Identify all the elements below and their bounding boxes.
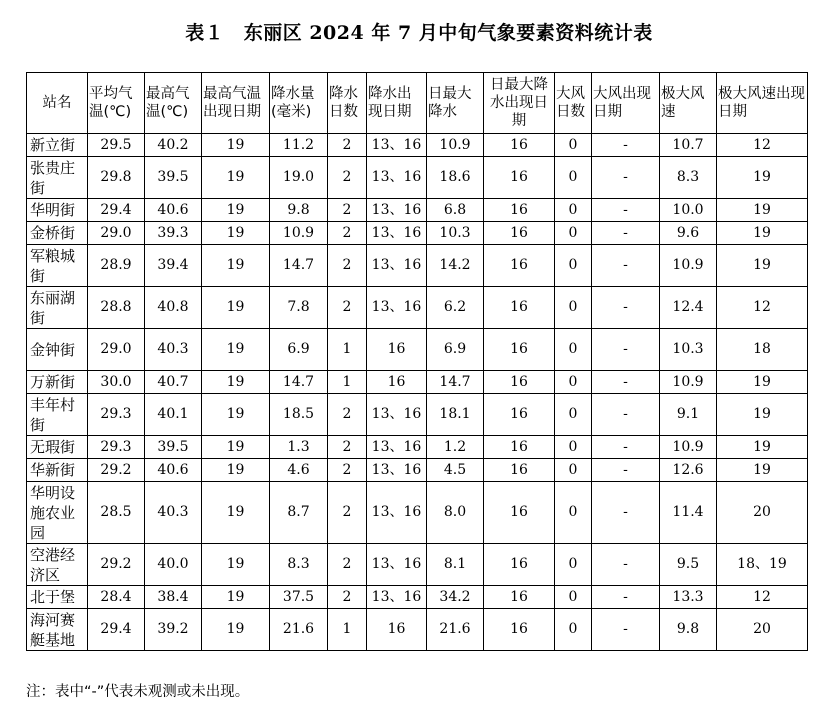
table-cell: 7.8 xyxy=(270,287,328,329)
station-name-cell: 华新街 xyxy=(27,459,88,482)
table-cell: - xyxy=(592,157,660,199)
table-cell: 0 xyxy=(555,222,592,245)
header-cell: 大风出现日期 xyxy=(592,73,660,134)
table-cell: 39.3 xyxy=(145,222,202,245)
table-cell: 28.9 xyxy=(88,245,145,287)
header-cell: 极大风速出现日期 xyxy=(717,73,808,134)
table-row xyxy=(27,287,808,329)
table-cell: 10.3 xyxy=(427,222,484,245)
table-cell: - xyxy=(592,222,660,245)
table-cell: 39.5 xyxy=(145,436,202,459)
table-cell: 19 xyxy=(717,245,808,287)
table-cell: 10.0 xyxy=(660,199,717,222)
table-row xyxy=(27,482,808,544)
table-cell: 13、16 xyxy=(367,544,427,586)
table-cell: 29.2 xyxy=(88,544,145,586)
table-cell: 10.9 xyxy=(427,134,484,157)
station-name-cell: 华明街 xyxy=(27,199,88,222)
header-cell: 日最大降水 xyxy=(427,73,484,134)
table-cell: 19 xyxy=(202,134,270,157)
table-cell: 19 xyxy=(717,222,808,245)
table-cell: 20 xyxy=(717,609,808,651)
table-cell: 39.5 xyxy=(145,157,202,199)
table-cell: 19 xyxy=(202,586,270,609)
table-cell: 18、19 xyxy=(717,544,808,586)
table-cell: 11.4 xyxy=(660,482,717,544)
table-cell: 28.8 xyxy=(88,287,145,329)
table-cell: 19 xyxy=(202,245,270,287)
table-cell: 19 xyxy=(717,157,808,199)
table-cell: - xyxy=(592,134,660,157)
table-cell: 9.8 xyxy=(660,609,717,651)
table-cell: - xyxy=(592,199,660,222)
table-cell: 8.0 xyxy=(427,482,484,544)
table-cell: 0 xyxy=(555,544,592,586)
table-cell: 4.6 xyxy=(270,459,328,482)
table-cell: 40.7 xyxy=(145,371,202,394)
table-cell: 29.0 xyxy=(88,329,145,371)
table-row xyxy=(27,157,808,199)
table-cell: 0 xyxy=(555,371,592,394)
table-cell: 2 xyxy=(328,287,367,329)
table-cell: 19 xyxy=(202,459,270,482)
table-cell: 6.8 xyxy=(427,199,484,222)
table-cell: - xyxy=(592,329,660,371)
table-cell: 8.3 xyxy=(270,544,328,586)
table-cell: 40.3 xyxy=(145,329,202,371)
table-cell: 12 xyxy=(717,586,808,609)
table-cell: 2 xyxy=(328,157,367,199)
table-cell: 19 xyxy=(202,544,270,586)
table-cell: 19 xyxy=(202,436,270,459)
table-cell: 16 xyxy=(484,609,555,651)
table-cell: 0 xyxy=(555,157,592,199)
station-name-cell: 新立街 xyxy=(27,134,88,157)
table-cell: 21.6 xyxy=(270,609,328,651)
table-body xyxy=(27,134,808,651)
table-cell: 1 xyxy=(328,609,367,651)
table-cell: 1 xyxy=(328,371,367,394)
table-cell: - xyxy=(592,245,660,287)
table-cell: 14.7 xyxy=(270,371,328,394)
table-cell: 19 xyxy=(202,329,270,371)
table-cell: 13、16 xyxy=(367,245,427,287)
table-cell: 13.3 xyxy=(660,586,717,609)
table-cell: 38.4 xyxy=(145,586,202,609)
table-cell: 0 xyxy=(555,459,592,482)
header-cell: 站名 xyxy=(27,73,88,134)
table-row xyxy=(27,245,808,287)
table-cell: 2 xyxy=(328,482,367,544)
table-row xyxy=(27,609,808,651)
table-title: 表１ 东丽区 2024 年 7 月中旬气象要素资料统计表 xyxy=(185,22,653,44)
table-cell: 29.0 xyxy=(88,222,145,245)
table-cell: 0 xyxy=(555,134,592,157)
station-name-cell: 军粮城街 xyxy=(27,245,88,287)
header-cell: 日最大降水出现日期 xyxy=(484,73,555,134)
table-row xyxy=(27,199,808,222)
header-cell: 降水量(毫米) xyxy=(270,73,328,134)
table-cell: 6.9 xyxy=(427,329,484,371)
table-cell: 18 xyxy=(717,329,808,371)
table-cell: 8.7 xyxy=(270,482,328,544)
table-cell: 16 xyxy=(484,586,555,609)
table-cell: 12 xyxy=(717,134,808,157)
table-cell: - xyxy=(592,436,660,459)
table-cell: 2 xyxy=(328,459,367,482)
header-row xyxy=(27,73,808,134)
table-cell: 40.0 xyxy=(145,544,202,586)
table-cell: 16 xyxy=(367,609,427,651)
table-cell: 6.9 xyxy=(270,329,328,371)
table-cell: 9.5 xyxy=(660,544,717,586)
table-cell: - xyxy=(592,394,660,436)
table-cell: 19 xyxy=(202,482,270,544)
table-row xyxy=(27,544,808,586)
table-cell: 0 xyxy=(555,586,592,609)
header-cell: 降水出现日期 xyxy=(367,73,427,134)
table-cell: 13、16 xyxy=(367,222,427,245)
table-cell: 16 xyxy=(484,329,555,371)
table-cell: 12 xyxy=(717,287,808,329)
table-row xyxy=(27,329,808,371)
table-cell: 16 xyxy=(484,436,555,459)
table-cell: - xyxy=(592,482,660,544)
table-cell: 0 xyxy=(555,482,592,544)
table-row xyxy=(27,222,808,245)
table-cell: 0 xyxy=(555,199,592,222)
table-cell: 40.2 xyxy=(145,134,202,157)
table-cell: 40.6 xyxy=(145,459,202,482)
table-cell: 16 xyxy=(484,199,555,222)
table-cell: 16 xyxy=(484,287,555,329)
table-cell: 13、16 xyxy=(367,586,427,609)
table-cell: 13、16 xyxy=(367,394,427,436)
table-cell: 29.8 xyxy=(88,157,145,199)
table-cell: 1 xyxy=(328,329,367,371)
table-cell: 8.1 xyxy=(427,544,484,586)
table-cell: 13、16 xyxy=(367,459,427,482)
table-cell: 6.2 xyxy=(427,287,484,329)
table-cell: 21.6 xyxy=(427,609,484,651)
table-cell: 2 xyxy=(328,436,367,459)
table-cell: 16 xyxy=(484,544,555,586)
table-cell: 14.7 xyxy=(427,371,484,394)
table-cell: 29.4 xyxy=(88,199,145,222)
table-cell: 29.5 xyxy=(88,134,145,157)
table-cell: 19 xyxy=(202,287,270,329)
table-cell: 29.4 xyxy=(88,609,145,651)
table-note: 注：表中“-”代表未观测或未出现。 xyxy=(26,684,250,700)
table-row xyxy=(27,394,808,436)
table-cell: 0 xyxy=(555,394,592,436)
header-cell: 降水日数 xyxy=(328,73,367,134)
table-cell: 10.7 xyxy=(660,134,717,157)
table-cell: 29.2 xyxy=(88,459,145,482)
table-cell: 20 xyxy=(717,482,808,544)
header-cell: 平均气温(℃) xyxy=(88,73,145,134)
table-cell: 16 xyxy=(484,134,555,157)
table-cell: 29.3 xyxy=(88,436,145,459)
table-cell: 1.2 xyxy=(427,436,484,459)
table-cell: 10.9 xyxy=(660,436,717,459)
table-cell: 40.8 xyxy=(145,287,202,329)
table-cell: 10.3 xyxy=(660,329,717,371)
table-cell: 9.6 xyxy=(660,222,717,245)
station-name-cell: 华明设施农业园 xyxy=(27,482,88,544)
table-cell: 19 xyxy=(717,371,808,394)
table-cell: 16 xyxy=(484,245,555,287)
table-cell: - xyxy=(592,544,660,586)
table-cell: 0 xyxy=(555,287,592,329)
table-cell: 29.3 xyxy=(88,394,145,436)
table-cell: 0 xyxy=(555,245,592,287)
table-cell: 4.5 xyxy=(427,459,484,482)
table-cell: 34.2 xyxy=(427,586,484,609)
station-name-cell: 万新街 xyxy=(27,371,88,394)
table-cell: 18.6 xyxy=(427,157,484,199)
table-cell: 13、16 xyxy=(367,199,427,222)
table-cell: 12.6 xyxy=(660,459,717,482)
header-cell: 最高气温出现日期 xyxy=(202,73,270,134)
header-cell: 大风日数 xyxy=(555,73,592,134)
table-cell: 13、16 xyxy=(367,482,427,544)
table-cell: 19 xyxy=(202,394,270,436)
table-cell: 10.9 xyxy=(270,222,328,245)
table-cell: 14.2 xyxy=(427,245,484,287)
station-name-cell: 空港经济区 xyxy=(27,544,88,586)
table-cell: 13、16 xyxy=(367,134,427,157)
table-cell: 1.3 xyxy=(270,436,328,459)
table-cell: 16 xyxy=(484,371,555,394)
table-cell: 19 xyxy=(717,199,808,222)
table-cell: 10.9 xyxy=(660,245,717,287)
station-name-cell: 海河赛艇基地 xyxy=(27,609,88,651)
table-cell: 30.0 xyxy=(88,371,145,394)
table-cell: 19 xyxy=(202,199,270,222)
table-cell: 8.3 xyxy=(660,157,717,199)
station-name-cell: 无瑕街 xyxy=(27,436,88,459)
table-cell: 2 xyxy=(328,394,367,436)
table-cell: 16 xyxy=(484,222,555,245)
station-name-cell: 金钟街 xyxy=(27,329,88,371)
table-cell: 40.6 xyxy=(145,199,202,222)
table-row xyxy=(27,134,808,157)
table-cell: 39.4 xyxy=(145,245,202,287)
station-name-cell: 东丽湖街 xyxy=(27,287,88,329)
table-cell: 19 xyxy=(717,436,808,459)
table-row xyxy=(27,586,808,609)
table-row xyxy=(27,436,808,459)
table-row xyxy=(27,371,808,394)
table-row xyxy=(27,459,808,482)
table-cell: 13、16 xyxy=(367,157,427,199)
table-cell: 19 xyxy=(202,157,270,199)
table-cell: 28.4 xyxy=(88,586,145,609)
table-cell: 18.5 xyxy=(270,394,328,436)
table-cell: 2 xyxy=(328,199,367,222)
table-cell: 19.0 xyxy=(270,157,328,199)
station-name-cell: 丰年村街 xyxy=(27,394,88,436)
table-cell: 40.3 xyxy=(145,482,202,544)
table-cell: 0 xyxy=(555,329,592,371)
table-cell: 16 xyxy=(484,394,555,436)
table-cell: 19 xyxy=(717,459,808,482)
table-cell: 11.2 xyxy=(270,134,328,157)
station-name-cell: 金桥街 xyxy=(27,222,88,245)
station-name-cell: 北于堡 xyxy=(27,586,88,609)
table-cell: 16 xyxy=(484,157,555,199)
table-cell: 2 xyxy=(328,134,367,157)
table-cell: 10.9 xyxy=(660,371,717,394)
table-cell: 39.2 xyxy=(145,609,202,651)
table-cell: 16 xyxy=(484,482,555,544)
table-cell: - xyxy=(592,609,660,651)
table-cell: 2 xyxy=(328,544,367,586)
table-cell: 2 xyxy=(328,245,367,287)
table-cell: 0 xyxy=(555,436,592,459)
table-cell: 14.7 xyxy=(270,245,328,287)
table-cell: 19 xyxy=(717,394,808,436)
table-cell: 28.5 xyxy=(88,482,145,544)
table-cell: 9.1 xyxy=(660,394,717,436)
table-cell: 37.5 xyxy=(270,586,328,609)
table-cell: 0 xyxy=(555,609,592,651)
table-cell: 16 xyxy=(367,329,427,371)
table-cell: 2 xyxy=(328,222,367,245)
table-cell: 40.1 xyxy=(145,394,202,436)
table-cell: - xyxy=(592,459,660,482)
table-cell: 13、16 xyxy=(367,287,427,329)
weather-statistics-table xyxy=(26,72,808,651)
table-cell: - xyxy=(592,371,660,394)
table-cell: 12.4 xyxy=(660,287,717,329)
table-cell: 18.1 xyxy=(427,394,484,436)
table-cell: 19 xyxy=(202,609,270,651)
table-cell: - xyxy=(592,287,660,329)
table-cell: 16 xyxy=(484,459,555,482)
header-cell: 最高气温(℃) xyxy=(145,73,202,134)
header-cell: 极大风速 xyxy=(660,73,717,134)
table-cell: 19 xyxy=(202,222,270,245)
table-cell: 13、16 xyxy=(367,436,427,459)
station-name-cell: 张贵庄街 xyxy=(27,157,88,199)
table-cell: 16 xyxy=(367,371,427,394)
table-cell: 9.8 xyxy=(270,199,328,222)
table-cell: 2 xyxy=(328,586,367,609)
table-cell: - xyxy=(592,586,660,609)
table-cell: 19 xyxy=(202,371,270,394)
